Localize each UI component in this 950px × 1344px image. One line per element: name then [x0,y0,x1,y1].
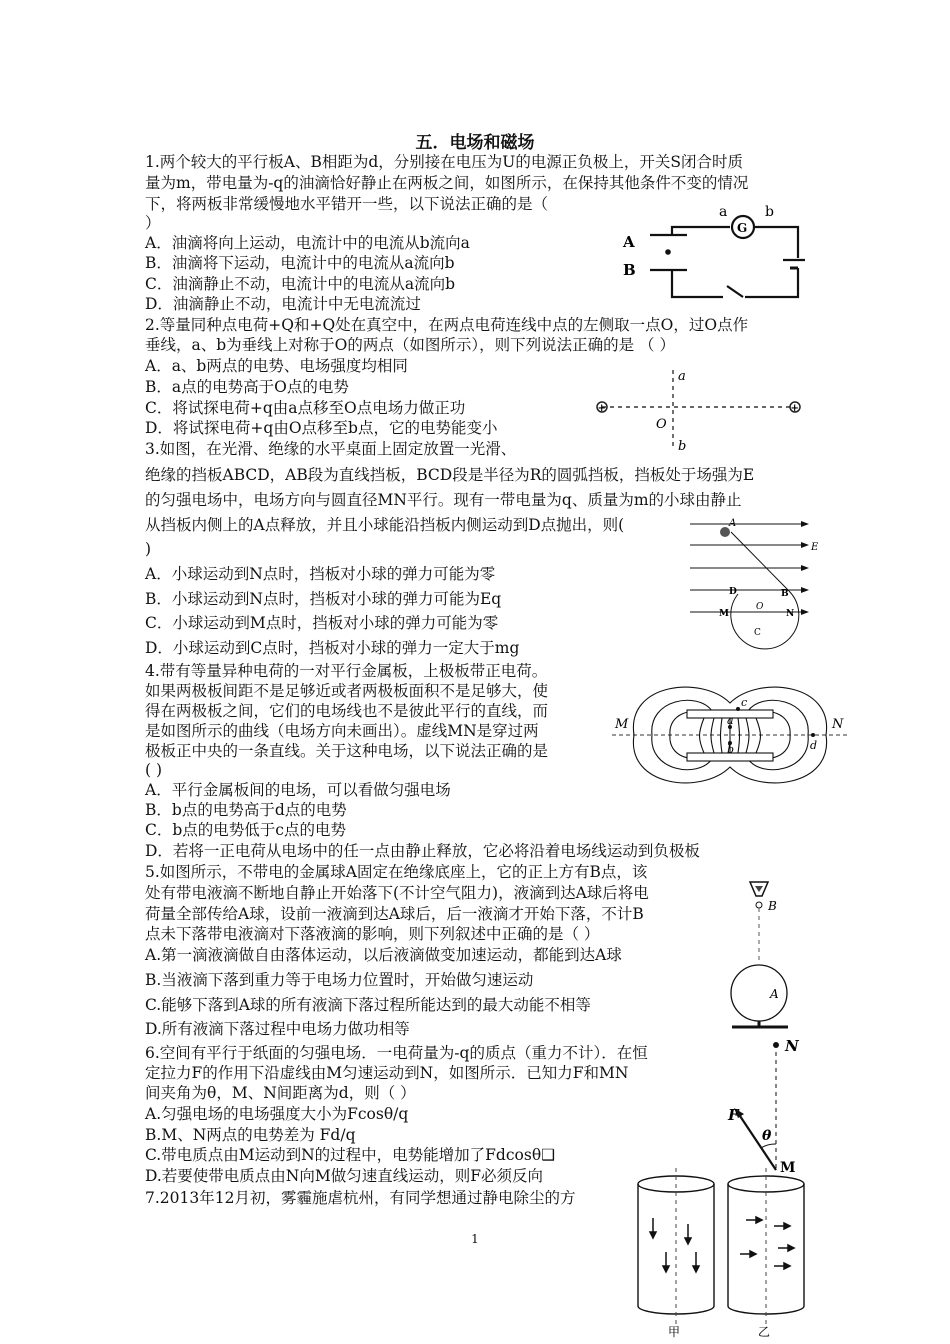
text-line: 4.带有等量异种电荷的一对平行金属板，上极板带正电荷。 [145,662,548,680]
label-N: N [832,717,844,732]
text-line: 下，将两板非常缓慢地水平错开一些，以下说法正确的是（ [145,195,549,213]
option-c: C.带电质点由M运动到N的过程中，电势能增加了Fdcosθ❑ [145,1146,556,1164]
option-b: B.M、N两点的电势差为 Fd/q [145,1126,356,1144]
text-line: 荷量全部传给A球，设前一液滴到达A球后，后一液滴才开始下落，不计B [145,905,644,923]
positive-charge-icon: + [790,403,799,414]
text-line: 定拉力F的作用下沿虚线由M匀速运动到N，如图所示．已知力F和MN [145,1064,629,1082]
text-line: ) [145,540,152,558]
option-a: A.匀强电场的电场强度大小为Fcosθ/q [145,1105,409,1123]
label-B: B [768,899,777,913]
page-title: 五．电场和磁场 [415,133,535,153]
text-line: 2.等量同种点电荷+Q和+Q处在真空中，在两点电荷连线中点的左侧取一点O，过O点作 [145,316,749,334]
option-a: A．平行金属板间的电场，可以看做匀强电场 [145,781,451,799]
label-A: A [729,518,737,529]
label-A: A [770,987,779,1001]
label-a: a [678,369,686,384]
label-a: a [727,714,734,727]
figure-metal-sphere [718,878,808,1028]
label-a: a [719,204,728,220]
text-line: 从挡板内侧上的A点释放，并且小球能沿挡板内侧运动到D点抛出，则( [145,516,625,534]
positive-charge-icon: + [597,403,606,414]
option-c: C.能够下落到A球的所有液滴下落过程所能达到的最大动能不相等 [145,996,591,1014]
page-number: 1 [471,1232,479,1246]
text-line: ( ) [145,761,163,779]
figure-force-angle [720,1048,810,1176]
option-a: A.第一滴液滴做自由落体运动，以后液滴做变加速运动，都能到达A球 [145,946,622,964]
text-line: 是如图所示的曲线（电场方向未画出）。虚线MN是穿过两 [145,722,539,740]
arrows-down-icon [650,1218,699,1272]
text-line: 的匀强电场中，电场方向与圆直径MN平行。现有一带电量为q、质量为m的小球由静止 [145,491,742,509]
label-M: M [719,609,729,619]
text-line: 处有带电液滴不断地自静止开始落下(不计空气阻力)，液滴到达A球后将电 [145,884,649,902]
option-a: A．小球运动到N点时，挡板对小球的弹力可能为零 [145,565,496,583]
text-line: ） [145,214,161,232]
galvanometer-icon: G [737,221,748,235]
option-d: D．小球运动到C点时，挡板对小球的弹力一定大于mg [145,639,520,657]
label-O: O [756,602,764,612]
text-line: 绝缘的挡板ABCD，AB段为直线挡板，BCD段是半径为R的圆弧挡板，挡板处于场强为E [145,466,755,484]
option-b: B．b点的电势高于d点的电势 [145,801,347,819]
label-b: b [765,204,774,220]
option-b: B．a点的电势高于O点的电势 [145,378,349,396]
label-N: N [786,609,795,619]
text-line: 1.两个较大的平行板A、B相距为d，分别接在电压为U的电源正负极上，开关S闭合时质 [145,153,743,171]
label-b: b [727,743,735,756]
option-c: C．b点的电势低于c点的电势 [145,821,346,839]
label-jia: 甲 [668,1325,681,1339]
label-d: d [810,739,818,752]
label-yi: 乙 [758,1325,771,1339]
text-line: 7.2013年12月初，雾霾施虐杭州，有同学想通过静电除尘的方 [145,1189,576,1207]
label-E: E [811,542,819,553]
label-theta: θ [762,1128,772,1144]
label-O: O [656,417,667,432]
option-c: C．油滴静止不动，电流计中的电流从a流向b [145,275,456,293]
option-d: D.若要使带电质点由N向M做匀速直线运动，则F必须反向 [145,1167,543,1185]
label-D: D [729,587,737,597]
option-d: D．将试探电荷+q由O点移至b点，它的电势能变小 [145,419,498,437]
option-a: A．油滴将向上运动，电流计中的电流从b流向a [145,234,470,252]
arrows-right-icon [740,1217,794,1269]
text-line: 垂线，a、b为垂线上对称于O的两点（如图所示），则下列说法正确的是 （ ） [145,336,675,354]
text-line: 极板正中央的一条直线。关于这种电场，以下说法正确的是 [145,742,549,760]
option-d: D．油滴静止不动，电流计中无电流流过 [145,295,421,313]
figure-cylinders [628,1168,818,1338]
text-line: 3.如图，在光滑、绝缘的水平桌面上固定放置一光滑、 [145,440,517,458]
text-line: 间夹角为θ，M、N间距离为d，则（ ） [145,1084,416,1102]
label-C: C [754,628,761,638]
label-b: b [678,439,687,454]
text-line: 点未下落带电液滴对下落液滴的影响，则下列叙述中正确的是（ ） [145,925,600,943]
figure-point-charges [590,366,810,456]
option-b: B.当液滴下落到重力等于电场力位置时，开始做匀速运动 [145,971,534,989]
label-B: B [781,589,789,599]
text-line: 得在两极板之间，它们的电场线也不是彼此平行的直线，而 [145,702,549,720]
option-d: D.所有液滴下落过程中电场力做功相等 [145,1020,410,1038]
option-c: C．将试探电荷+q由a点移至O点电场力做正功 [145,399,466,417]
label-F: F [728,1106,739,1124]
text-line: 如果两极板间距不是足够近或者两极板面积不是足够大，使 [145,682,549,700]
label-N: N [785,1037,799,1055]
option-b: B．油滴将下运动，电流计中的电流从a流向b [145,254,455,272]
option-a: A．a、b两点的电势、电场强度均相同 [145,357,408,375]
option-c: C．小球运动到M点时，挡板对小球的弹力可能为零 [145,614,499,632]
label-M: M [615,717,629,732]
label-M: M [780,1160,796,1176]
option-b: B．小球运动到N点时，挡板对小球的弹力可能为Eq [145,590,502,608]
label-c: c [741,696,748,709]
label-B: B [623,261,636,279]
label-A: A [623,233,635,251]
figure-capacitor-field [612,673,850,791]
option-d: D．若将一正电荷从电场中的任一点由静止释放，它必将沿着电场线运动到负极板 [145,842,700,860]
figure-base [730,1024,810,1055]
figure-barrier-field [685,514,819,640]
text-line: 6.空间有平行于纸面的匀强电场．一电荷量为-q的质点（重力不计）．在恒 [145,1044,648,1062]
figure-circuit [615,200,805,302]
text-line: 量为m，带电量为-q的油滴恰好静止在两板之间，如图所示，在保持其他条件不变的情况 [145,174,749,192]
text-line: 5.如图所示，不带电的金属球A固定在绝缘底座上，它的正上方有B点，该 [145,863,648,881]
